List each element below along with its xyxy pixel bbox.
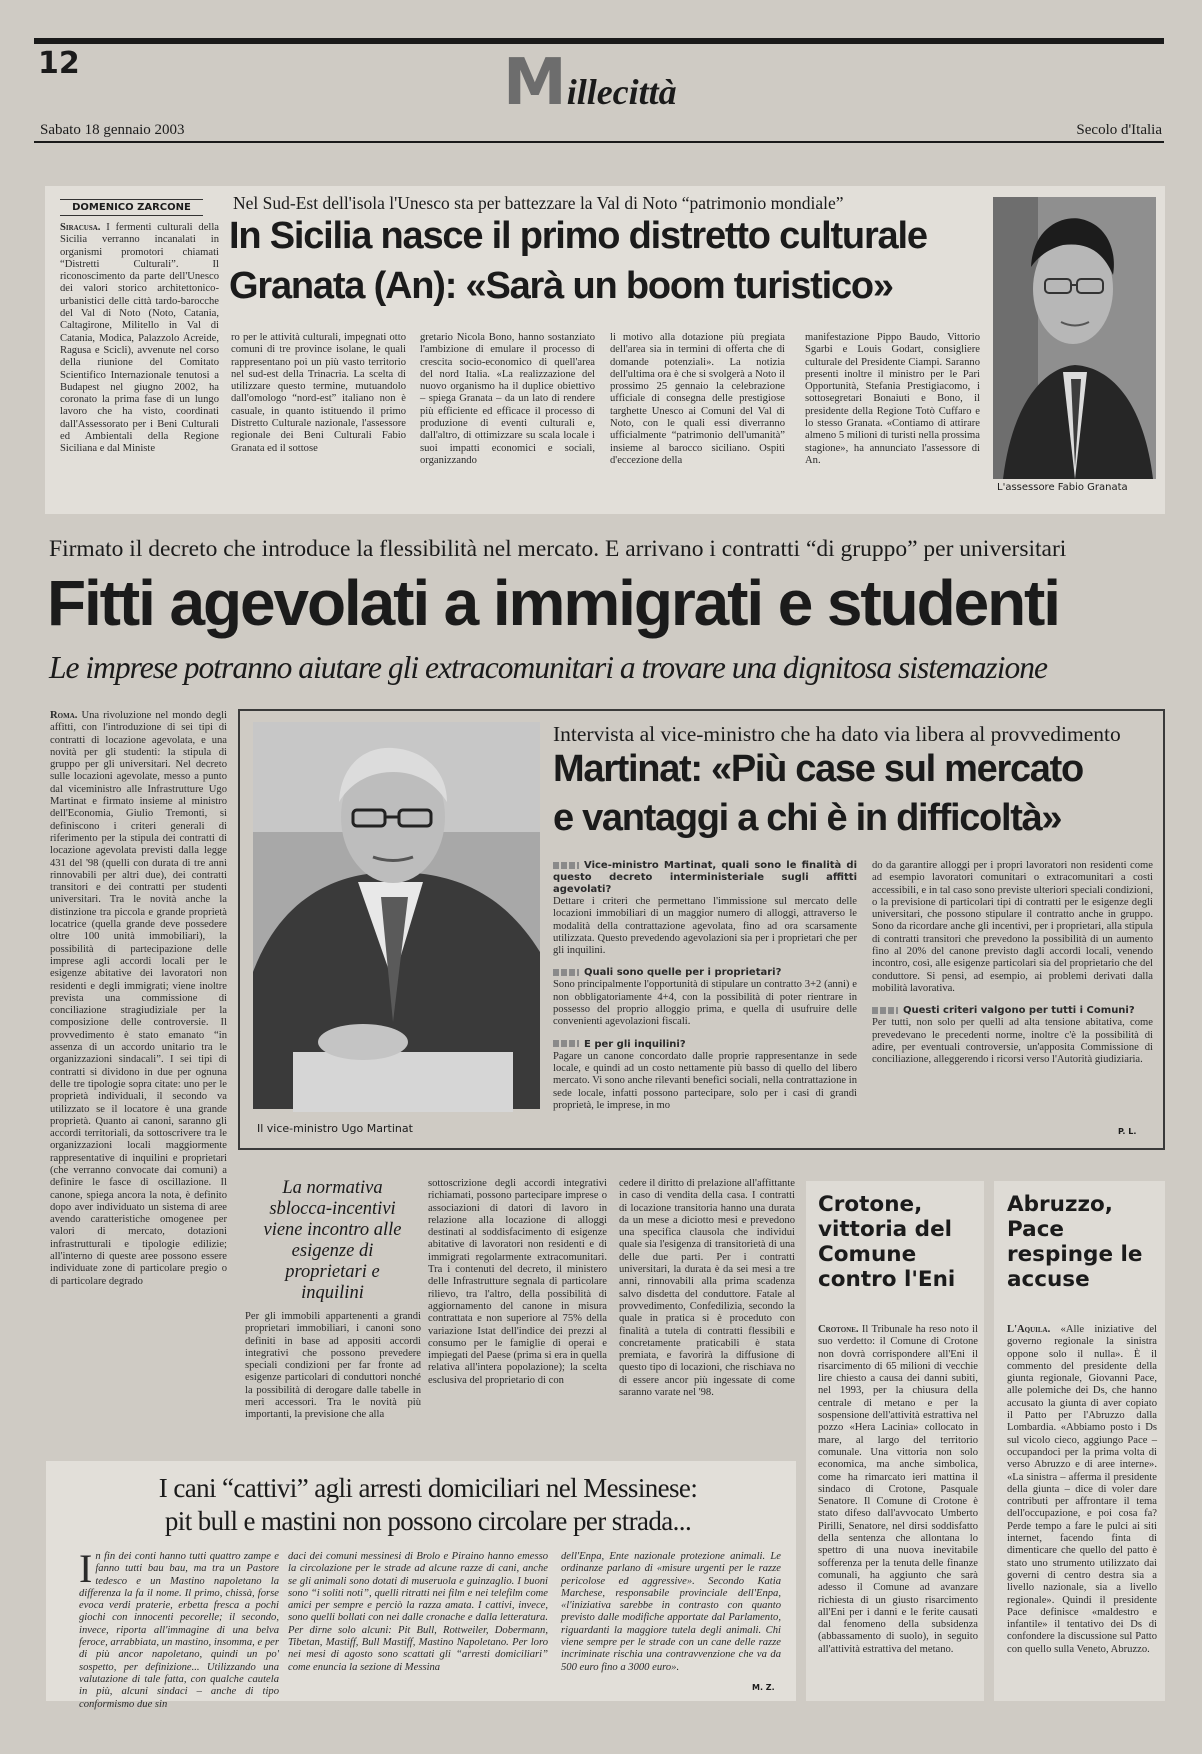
sicily-column-2 xyxy=(231,332,406,498)
rent-col3-text: sottoscrizione degli accordi integrativi richiamati, possono partecipare imprese o associazioni di datori di lavoro in relazione alla locazione di alloggi destinati al soddisfacimento di esigenze abitative di lavoratori non residenti e di immigrati regolarmente extracomunitari. Tra i contenuti del decreto, il ministero delle Infrastrutture segnala di particolare rilievo, tra l'altro, della possibilità di aggiornamento del canone in misura contrattata e non superiore al 75% della variazione Istat dell'indice dei prezzi al consumo per le famiglie di operai e impiegati del Paese (prima si era in quella relativa all'intera popolazione); la scelta esclusiva del proprietario di con xyxy=(428,1178,607,1386)
abruzzo-dateline: L'Aquila. xyxy=(1007,1324,1051,1335)
rent-col1-text: Una rivoluzione nel mondo degli affitti, con l'introduzione di sei tipi di contratti di locazione agevolata, e una novità per gli studenti: la stipula di gruppo per gli universitari. Nel decreto sulle locazioni agevolate, messo a punto dal viceministro alle Infrastrutture Ugo Martinat e firmato insieme al ministro dell'Economia, Giulio Tremonti, si definiscono i criteri generali di riferimento per la stipula dei contratti di locazione agevolata previsti dalla legge 431 del '98 (quelli con durata di tre anni rinnovabili per altri due), dei contratti transitori e dei contratti per studenti universitari. Tra le novità anche la distinzione tra piccola e grande proprietà locatrice (quella grande deve possedere oltre 100 unità immobiliari), la possibilità di partecipazione delle imprese agli accordi locali per le esigenze abitative dei lavoratori non residenti e degli immigrati; viene inoltre prevista una commissione di conciliazione stragiudiziale per la composizione delle controversie. Il provvedimento è stato emanato “in assenza di un accordo unitario tra le organizzazioni sindacali”. I sei tipi di contratti si dividono in due per ognuna delle tre tipologie sopra citate: uno per le proprietà individuali, il secondo va utilizzato se il locatore è una grande proprietà. Quanto ai canoni, saranno gli accordi territoriali, da sottoscrivere tra le organizzazioni locali maggiormente rappresentative di inquilini e proprietari (che verranno convocate dai comuni) a definire le fasce di oscillazione. Il canone, spiega ancora la nota, è definito dopo aver individuato un sistema di aree avendo caratteristiche omogenee per valori di mercato, dotazioni infrastrutturali e tipologie edilizie; all'interno di queste aree possono essere individuate zone di particolare pregio o di particolare degrado xyxy=(50,710,227,1287)
rent-pullquote: La normativa sblocca-incentivi viene incontro alle esigenze di proprietari e inquilini xyxy=(263,1178,402,1303)
question-4 xyxy=(872,1005,1153,1017)
rent-kicker: Firmato il decreto che introduce la flessibilità nel mercato. E arrivano i contratti “di gruppo” per universitari xyxy=(49,536,1067,562)
crotone-body-text: Il Tribunale ha reso noto il suo verdetto: il Comune di Crotone non dovrà corrispondere all'Eni il risarcimento di 65 milioni di vecchie lire chiesto a causa dei danni subiti, nel 1993, per la chiusura della centrale di metano e per la sospensione dell'attività estrattiva nel pozzo «Hera Lacinia» collocato in mare, al largo del territorio comunale. Una vittoria non solo economica, ma anche simbolica, come ha rimarcato ieri mattina il sindaco di Crotone, Pasquale Senatore. Il Comune di Crotone è stato difeso dall'avvocato Umberto Pirilli, Senatore, nel dirsi soddisfatto della sentenza che allontana lo spettro di una nuova inevitabile sofferenza per la tenuta delle finanze comunali, ha aggiunto che sarà adesso il Comune ad avanzare richiesta di un giusto risarcimento all'Eni per i danni e le ferite causati dal fenomeno della subsidenza (abbassamento di suolo), in seguito all'attività estrattiva del metano. xyxy=(818,1324,978,1655)
top-rule xyxy=(34,38,1164,44)
sicily-column-3 xyxy=(420,332,595,498)
rent-column-3 xyxy=(428,1178,607,1451)
question-1 xyxy=(553,860,857,896)
dogs-column-1 xyxy=(79,1546,279,1710)
question-4-text: Questi criteri valgono per tutti i Comuni? xyxy=(903,1005,1135,1017)
dogs-col2-text: daci dei comuni messinesi di Brolo e Piraino hanno emesso la circolazione per le strade ad alcune razze di cani, anche se gli animali sono dotati di museruola e guinzaglio. I buoni sono “i soliti noti”, quelli ritratti nei film e nei telefilm come amici per sempre e perciò la razza amata. I cattivi, invece, sono quelli bollati con nei dalle cronache e dalla letteratura. Per dirne solo alcuni: Pit Bull, Rottweiler, Dobermann, Tibetan, Mastiff, Bull Mastiff, Mastino Napoletano. Per loro nei mesi di agosto sono scattati gli “arresti domiciliari” come enuncia la sezione di Messina xyxy=(288,1551,548,1673)
answer-3-continued: do da garantire alloggi per i propri lavoratori non residenti come ad esempio lavoratori comunitari o extracomunitari a costi accessibili, e in tal caso sono previste ulteriori speciali condizioni, o la previsione di particolari tipi di contratti per le esigenze degli universitari, che possono stipulare il contratto anche in gruppo. Sono da ricordare anche gli incentivi, per i proprietari, alla stipula di contratti transitori che prevedono la possibilità di un aumento fino al 20% del canone previsto dagli accordi locali, venendo incontro, così, alle esigenze particolari sia del proprietario che del conduttore. Si pensi, ad esempio, ai problemi derivati dalla mobilità lavorativa. xyxy=(872,860,1153,994)
page-number: 12 xyxy=(38,46,80,81)
sicily-column-5 xyxy=(805,332,980,498)
abruzzo-body xyxy=(1007,1324,1157,1696)
dogs-title-2: pit bull e mastini non possono circolare per strada... xyxy=(164,1506,692,1536)
granata-portrait-svg xyxy=(993,197,1156,479)
dogs-col1-text: n fin dei conti hanno tutti quattro zampe e fanno tutti bau bau, ma tra un Pastore tedesco e un Mastino napoletano la differenza la fa il nome. Il primo, chissà, forse evoca verdi praterie, erbetta fresca a pochi giochi con innocenti pecorelle; il secondo, invece, riporta all'immagine di una belva feroce, arrabbiata, un mastino, insomma, e per di più ancor napoletano, quindi un po' sospetto, per definizione... Utilizzando una valutazione di tale fatta, con qualche cautela in più, alcuni sindaci – anche di tipo conformismo due sin xyxy=(79,1551,279,1710)
sicily-kicker: Nel Sud-Est dell'isola l'Unesco sta per battezzare la Val di Noto “patrimonio mondiale” xyxy=(233,193,844,213)
dogs-dropcap: I xyxy=(79,1546,93,1591)
paper-name: Secolo d'Italia xyxy=(1076,122,1162,138)
rent-col2b-text: Per gli immobili appartenenti a grandi proprietari immobiliari, i canoni sono definiti in base ad appositi accordi integrativi che possono prevedere speciali condizioni per far fronte ad esigenze particolari di conduttori nonché la possibilità di derogare dalle tabelle in meri accessori. Tra le novità più importanti, la previsione che alla xyxy=(245,1311,421,1421)
answer-1: Dettare i criteri che permettano l'immissione sul mercato delle locazioni immobiliari di un maggior numero di alloggi, attraverso le modalità della contrattazione agevolata, fino ad ora scarsamente utilizzata. Questo prevedendo agevolazioni sia per i proprietari che per gli inquilini. xyxy=(553,896,857,957)
crotone-dateline: Crotone. xyxy=(818,1324,859,1335)
question-marker-icon xyxy=(553,969,579,976)
crotone-title: Crotone, vittoria del Comune contro l'Eni xyxy=(818,1192,956,1292)
date-rule xyxy=(34,141,1164,143)
rent-title: Fitti agevolati a immigrati e studenti xyxy=(47,567,1059,639)
interview-title-1: Martinat: «Più case sul mercato xyxy=(553,748,1083,790)
dogs-column-2 xyxy=(288,1551,548,1691)
interview-kicker: Intervista al vice-ministro che ha dato via libera al provvedimento xyxy=(553,722,1121,746)
question-3-text: E per gli inquilini? xyxy=(584,1038,686,1050)
sicily-col1-text: I fermenti culturali della Sicilia verranno incanalati in organismi promotori chiamati “Distretti Culturali”. Il riconoscimento da parte dell'Unesco dei valori storico architettonico-urbanistici delle città tardo-barocche del Val di Noto (Noto, Catania, Caltagirone, Militello in Val di Catania, Modica, Palazzolo Acreide, Ragusa e Scicli), avvenute nel corso della riunione del Comitato Scientifico Internazionale tenutosi a Budapest nel giugno 2002, ha coronato la prima fase di un lungo lavoro che ha visto, coordinati dall'Assessorato per i Beni Culturali ed Ambientali della Regione Siciliana e dal Ministe xyxy=(60,222,219,455)
abruzzo-title: Abruzzo, Pace respinge le accuse xyxy=(1007,1192,1143,1292)
question-marker-icon xyxy=(553,862,579,869)
section-logo-initial: M xyxy=(503,46,567,120)
question-marker-icon xyxy=(553,1040,579,1047)
answer-3: Pagare un canone concordato dalle proprie rappresentanze in sede locale, e quindi ad un costo nettamente più basso di quello del libero mercato. Vi sono anche rilevanti benefici sociali, nella contrattazione in sede locale, infatti possono partecipare, solo per i casi di grandi proprietà, le imprese, in mo xyxy=(553,1050,857,1111)
question-2-text: Quali sono quelle per i proprietari? xyxy=(584,967,782,979)
question-marker-icon xyxy=(872,1007,898,1014)
sicily-column-4 xyxy=(610,332,785,498)
crotone-body xyxy=(818,1324,978,1696)
issue-date: Sabato 18 gennaio 2003 xyxy=(40,122,185,138)
rent-column-4 xyxy=(619,1178,795,1451)
interview-title-2: e vantaggi a chi è in difficoltà» xyxy=(553,797,1062,839)
answer-4: Per tutti, non solo per quelli ad alta tensione abitativa, come prevedevano le precedenti norme, inoltre c'è la possibilità di adire, per eventuali controversie, un'apposita Commissione di conciliazione, alleggerendo i ricorsi verso l'Autorità giudiziaria. xyxy=(872,1017,1153,1066)
granata-photo-caption: L'assessore Fabio Granata xyxy=(997,482,1128,493)
sicily-col2-text: ro per le attività culturali, impegnati otto comuni di tre province isolane, le quali rappresentano poi un più vasto territorio nel sud-est della Trinacria. La scelta di utilizzare questo termine, mutuandolo dall'omologo “nord-est” italiano non è casuale, in quanto istituendo il primo Distretto Culturale nazionale, l'assessore regionale dei Beni Culturali Fabio Granata ed il sottose xyxy=(231,332,406,454)
sicily-dateline: Siracusa. xyxy=(60,222,101,233)
rent-col4-text: cedere il diritto di prelazione all'affittante in caso di vendita della casa. I contratti di locazione transitoria hanno una durata da un mese a diciotto mesi e prevedono una specifica clausola che individui quale sia l'esigenza di transitorietà di una delle due parti. Per i contratti universitari, la durata è da sei mesi a tre anni, rinnovabili alla prima scadenza salvo disdetta del conduttore. Fatale al provvedimento, Confedilizia, secondo la quale in pratica si è proceduto con finalità a tutela di contratti flessibili e concretamente praticabili è stata premiata, e favorirà la diffusione di questo tipo di locazioni, che rischiava no di essere ancor più ingessate di come saranno varate nel '98. xyxy=(619,1178,795,1399)
section-logo xyxy=(503,46,677,120)
question-3 xyxy=(553,1039,857,1051)
dogs-signature: M. Z. xyxy=(752,1683,775,1692)
interview-column-1 xyxy=(553,860,857,1142)
interview-column-2 xyxy=(872,860,1153,1142)
dogs-column-3 xyxy=(561,1551,781,1691)
interview-signature: P. L. xyxy=(1118,1127,1137,1136)
sicily-col5-text: manifestazione Pippo Baudo, Vittorio Sgarbi e Louis Godart, consigliere culturale del Presidente Ciampi. Saranno presenti inoltre il ministro per le Pari Opportunità, Stefania Prestigiacomo, i sottosegretari Bonaiuti e Bono, il presidente della Regione Totò Cuffaro e lo stesso Granata. «Contiamo di attirare almeno 5 milioni di turisti nella prossima stagione», ha annunciato l'assessore di An. xyxy=(805,332,980,466)
answer-2: Sono principalmente l'opportunità di stipulare un contratto 3+2 (anni) e non obbligatoriamente 4+4, con la possibilità di poter rientrare in possesso del proprio alloggio prima, e quella di usufruire delle convenienti agevolazioni fiscali. xyxy=(553,979,857,1028)
martinat-photo-caption: Il vice-ministro Ugo Martinat xyxy=(257,1122,413,1135)
sicily-title-1: In Sicilia nasce il primo distretto culturale xyxy=(229,215,927,257)
rent-dateline: Roma. xyxy=(50,710,78,721)
rent-column-2-bottom xyxy=(245,1311,421,1451)
dogs-col3-text: dell'Enpa, Ente nazionale protezione animali. Le ordinanze parlano di «misure urgenti per le razze pericolose ed aggressive». Secondo Katia Marchese, responsabile provinciale dell'Enpa, «l'iniziativa sarebbe in contrasto con quanto previsto dalle modifiche apportate dal Parlamento, riguardanti la maggiore tutela degli animali. Chi viene sempre per le strade con un cane delle razze incriminate rischia una contravvenzione che va da 500 euro fino a 3000 euro». xyxy=(561,1551,781,1673)
question-1-text: Vice-ministro Martinat, quali sono le finalità di questo decreto interministeriale sugli affitti agevolati? xyxy=(553,860,857,895)
martinat-photo xyxy=(253,722,540,1109)
rent-column-1 xyxy=(50,710,227,1536)
sicily-col4-text: li motivo alla dotazione più pregiata dell'area sia in termini di offerta che di domande potenziali». La notizia dell'ultima ora è che si svolgerà a Noto il prossimo 25 gennaio la celebrazione ufficiale di consegna delle prestigiose targhette Unesco ai Comuni del Val di Noto, con le quali essi diverranno ufficialmente “patrimonio dell'umanità” insieme al barocco siciliano. Ospiti d'eccezione della xyxy=(610,332,785,466)
section-logo-text: illecittà xyxy=(566,72,677,112)
abruzzo-body-text: «Alle iniziative del governo regionale la sinistra oppone solo il nulla». È il commento del presidente della giunta regionale, Giovanni Pace, alle polemiche dei Ds, che hanno accusato la giunta di aver copiato il Patto per l'Abruzzo dalla Lombardia. «Abbiamo posto i Ds sul vicolo cieco, aggiungo Pace – occupandoci per la prima volta di verso Abruzzo e di aree interne». «La sinistra – afferma il presidente della giunta – dice di voler dare contributi per affrontare il tema dell'occupazione, e poi cosa fa? Perde tempo a fare le pulci ai siti internet, facendo finta di dimenticare che quello del patto è stato uno strumento utilizzato dai governi di centro destra sia a livello nazionale, sia a livello regionale». Quindi il presidente Pace definisce «maldestro e infantile» il tentativo dei Ds di confondere la discussione sul Patto con quello sulla Veneto, Abruzzo. xyxy=(1007,1324,1157,1655)
sicily-title-2: Granata (An): «Sarà un boom turistico» xyxy=(229,265,893,307)
sicily-column-1 xyxy=(60,222,219,498)
question-2 xyxy=(553,967,857,979)
granata-photo xyxy=(993,197,1156,479)
rent-subtitle: Le imprese potranno aiutare gli extracomunitari a trovare una dignitosa sistemazione xyxy=(49,650,1048,685)
dogs-title-1: I cani “cattivi” agli arresti domiciliari nel Messinese: xyxy=(158,1473,698,1503)
sicily-author: DOMENICO ZARCONE xyxy=(60,199,203,216)
martinat-portrait-svg xyxy=(253,722,540,1109)
sicily-col3-text: gretario Nicola Bono, hanno sostanziato l'ambizione di emulare il processo di crescita socio-economico di quell'area del nord Italia. «La realizzazione del nuovo organismo ha il duplice obiettivo – spiega Granata – da un lato di rendere più efficiente ed efficace il processo di produzione di eventi culturali e, dall'altro, di ottimizzare su scala locale i suoi impatti economici e sociali, organizzando xyxy=(420,332,595,466)
